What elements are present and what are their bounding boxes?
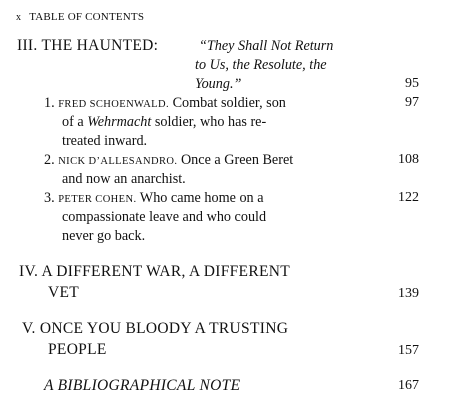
entry-1-desc-2b: soldier, who has re- bbox=[151, 114, 267, 130]
running-head-page-numeral: x bbox=[16, 12, 22, 23]
running-head-title: TABLE OF CONTENTS bbox=[29, 11, 145, 23]
part-5-line-1: V. ONCE YOU BLOODY A TRUSTING bbox=[22, 320, 289, 337]
entry-2-desc-1: Once a Green Beret bbox=[180, 152, 294, 168]
part-3-label: III. THE HAUNTED: bbox=[17, 37, 159, 54]
entry-1-number: 1. bbox=[44, 95, 55, 111]
entry-3-line-3: never go back. bbox=[62, 228, 146, 244]
entry-3-line-1 bbox=[44, 190, 264, 207]
part-3-subtitle-line-3: Young.” bbox=[195, 76, 242, 92]
bibliographical-note-label: A BIBLIOGRAPHICAL NOTE bbox=[44, 377, 241, 394]
bibliographical-note-page-number: 167 bbox=[398, 378, 419, 393]
part-5-line-2: PEOPLE bbox=[48, 341, 107, 358]
entry-2-number: 2. bbox=[44, 152, 55, 168]
part-5-page-number: 157 bbox=[398, 343, 419, 358]
entry-1-line-2 bbox=[62, 114, 266, 131]
part-4-line-1: IV. A DIFFERENT WAR, A DIFFERENT bbox=[19, 263, 290, 280]
entry-3-number: 3. bbox=[44, 190, 55, 206]
entry-1-page-number: 97 bbox=[405, 95, 419, 110]
entry-1-line-1 bbox=[44, 95, 286, 112]
entry-3-page-number: 122 bbox=[398, 190, 419, 205]
entry-2-line-1 bbox=[44, 152, 293, 169]
entry-1-name: FRED SCHOENWALD. bbox=[58, 99, 170, 110]
entry-2-line-2: and now an anarchist. bbox=[62, 171, 186, 187]
entry-3-desc-1: Who came home on a bbox=[139, 190, 264, 206]
part-4-line-2: VET bbox=[48, 284, 80, 301]
entry-1-line-3: treated inward. bbox=[62, 133, 148, 149]
running-head bbox=[16, 11, 144, 23]
entry-3-line-2: compassionate leave and who could bbox=[62, 209, 267, 225]
entry-2-page-number: 108 bbox=[398, 152, 419, 167]
entry-1-desc-2a: of a bbox=[62, 114, 88, 130]
part-3-subtitle-line-1: “They Shall Not Return bbox=[199, 38, 334, 54]
part-3-page-number: 95 bbox=[405, 76, 419, 91]
part-4-page-number: 139 bbox=[398, 286, 419, 301]
entry-1-desc-2-italic: Wehrmacht bbox=[87, 114, 152, 130]
entry-1-desc-1: Combat soldier, son bbox=[172, 95, 286, 111]
entry-2-name: NICK D’ALLESANDRO. bbox=[58, 156, 178, 167]
part-3-subtitle-line-2: to Us, the Resolute, the bbox=[195, 57, 327, 73]
entry-3-name: PETER COHEN. bbox=[58, 194, 137, 205]
